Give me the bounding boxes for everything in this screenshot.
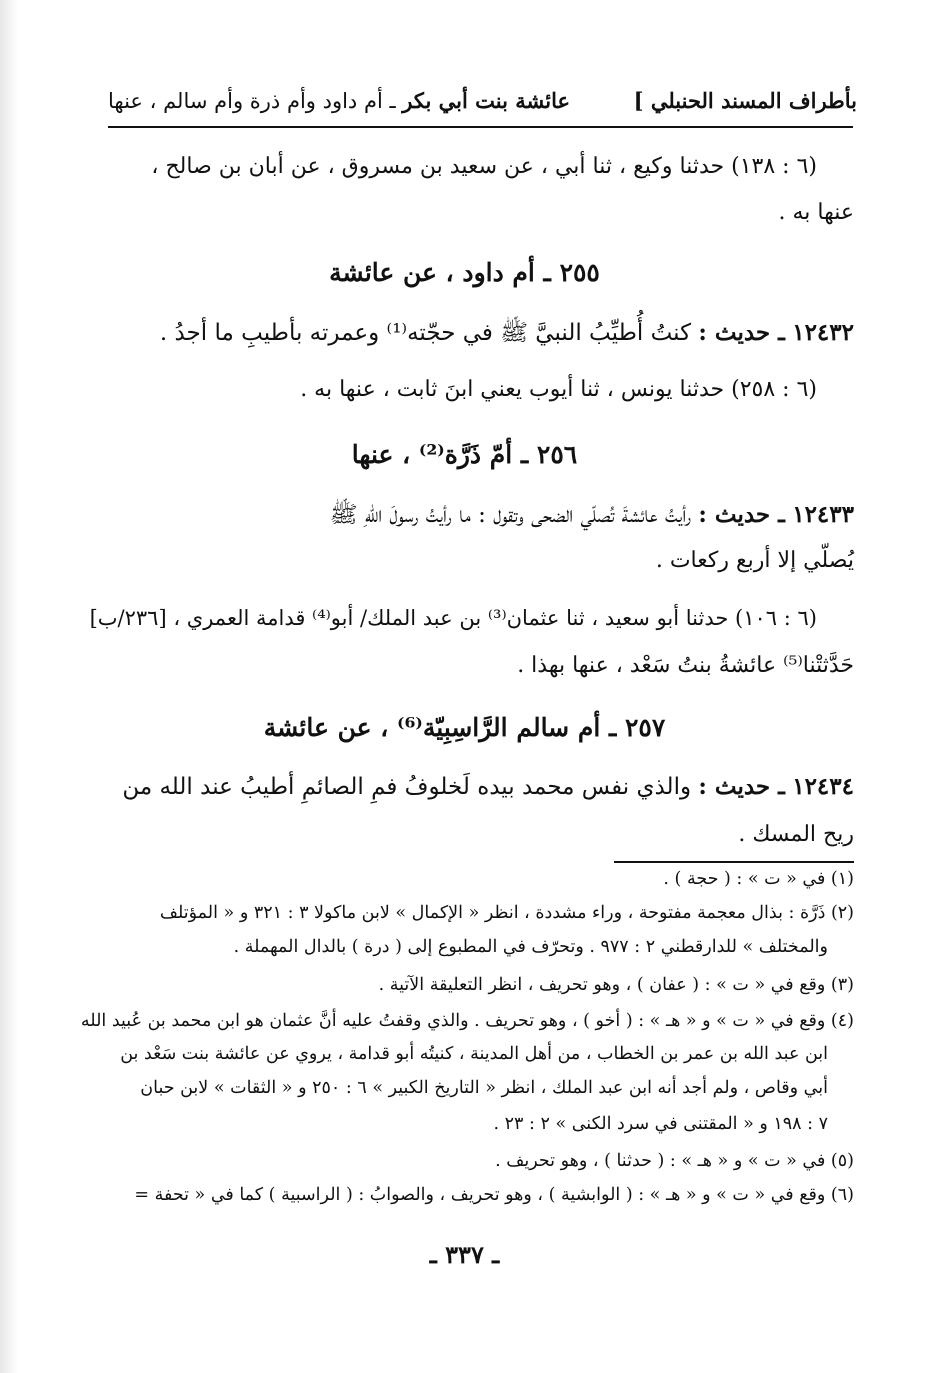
hadith-12433-text-line-2: يُصلّي إلا أربع ركعات . (655, 548, 854, 573)
section-heading-256: ٢٥٦ ـ أمّ ذَرَّة⁽²⁾ ، عنها (351, 440, 578, 469)
hadith-number: ١٢٤٣٢ (792, 319, 854, 346)
running-header-section-bold: عائشة بنت أبي بكر (402, 88, 571, 113)
footnote-2-line-1: (٢) ذَرَّة : بذال معجمة مفتوحة ، وراء مشددة ، انظر « الإكمال » لابن ماكولا ٣ : ٣٢١ و « المؤتلف (159, 903, 854, 923)
hadith-12434 (122, 773, 854, 800)
page-fold-shadow (0, 0, 18, 1373)
hadith-text: كنتُ أُطيِّبُ النبيَّ ﷺ في حجّته⁽¹⁾ وعمرته بأطيبِ ما أجدُ . (159, 320, 692, 346)
section-heading-257: ٢٥٧ ـ أم سالم الرَّاسِبِيّة⁽⁶⁾ ، عن عائشة (263, 713, 666, 742)
hadith-12433-chain-line-2: حَدَّثتْنا⁽⁵⁾ عائشةُ بنتُ سَعْد ، عنها بهذا . (517, 653, 854, 678)
hadith-text: رأيتُ عائشةَ تُصلّي الضحى وتقول : ما رأيتُ رسولَ اللهِ ﷺ (329, 502, 692, 528)
hadith-label: ـ حديث : (698, 501, 785, 528)
hadith-number: ١٢٤٣٤ (792, 773, 854, 800)
hadith-number: ١٢٤٣٣ (792, 501, 854, 528)
hadith-12434-text-line-2: ريح المسك . (738, 822, 854, 847)
footnote-2-line-2: والمختلف » للدارقطني ٢ : ٩٧٧ . وتحرّف في المطبوع إلى ( درة ) بالدال المهملة . (233, 937, 828, 957)
hadith-12433 (330, 500, 854, 534)
page-number: ـ ٣٣٧ ـ (429, 1240, 500, 1269)
hadith-12433-chain-line-1: (٦ : ١٠٦) حدثنا أبو سعيد ، ثنا عثمان⁽³⁾ بن عبد الملك/ أبو⁽⁴⁾ قدامة العمري ، [٢٣٦/ب] (89, 606, 817, 630)
intro-chain-line-2: عنها به . (778, 200, 854, 225)
hadith-label: ـ حديث : (698, 773, 785, 800)
intro-chain-line-1: (٦ : ١٣٨) حدثنا وكيع ، ثنا أبي ، عن سعيد بن مسروق ، عن أبان بن صالح ، (151, 154, 817, 179)
hadith-12432 (160, 318, 854, 352)
running-header-book: بأطراف المسند الحنبلي ] (633, 88, 857, 113)
running-header-section-rest: ـ أم داود وأم ذرة وأم سالم ، عنها (108, 89, 403, 113)
footnote-4-line-3: أبي وقاص ، ولم أجد أنه ابن عبد الملك ، انظر « التاريخ الكبير » ٦ : ٢٥٠ و « الثقات » لابن حبان (140, 1078, 828, 1098)
footnote-3: (٣) وقع في « ت » : ( عفان ) ، وهو تحريف ، انظر التعليقة الآتية . (378, 975, 854, 995)
footnote-5: (٥) في « ت » و « هـ » : ( حدثنا ) ، وهو تحريف . (495, 1151, 854, 1171)
section-heading-255: ٢٥٥ ـ أم داود ، عن عائشة (329, 258, 600, 287)
footnote-4-line-2: ابن عبد الله بن عمر بن الخطاب ، من أهل المدينة ، كنيتُه أبو قدامة ، يروي عن عائشة بنت سَعْد بن (120, 1044, 828, 1064)
running-header-section (108, 88, 570, 113)
footnote-6: (٦) وقع في « ت » و « هـ » : ( الوابشية ) ، وهو تحريف ، والصوابُ : ( الراسبية ) كما في « تحفة = (134, 1185, 854, 1205)
footnote-4-line-1: (٤) وقع في « ت » و « هـ » : ( أخو ) ، وهو تحريف . والذي وقفتُ عليه أنَّ عثمان هو ابن محمد بن عُبيد الله (80, 1011, 854, 1031)
footnote-1: (١) في « ت » : ( حجة ) . (663, 869, 854, 889)
header-rule (108, 126, 853, 128)
hadith-12432-chain: (٦ : ٢٥٨) حدثنا يونس ، ثنا أيوب يعني ابنَ ثابت ، عنها به . (300, 377, 817, 402)
footnote-4-line-4: ٧ : ١٩٨ و « المقتنى في سرد الكنى » ٢ : ٢٣ . (493, 1114, 828, 1134)
hadith-text: والذي نفس محمد بيده لَخلوفُ فمِ الصائمِ أطيبُ عند الله من (122, 774, 692, 800)
hadith-label: ـ حديث : (698, 319, 785, 346)
footnote-rule (614, 861, 854, 863)
